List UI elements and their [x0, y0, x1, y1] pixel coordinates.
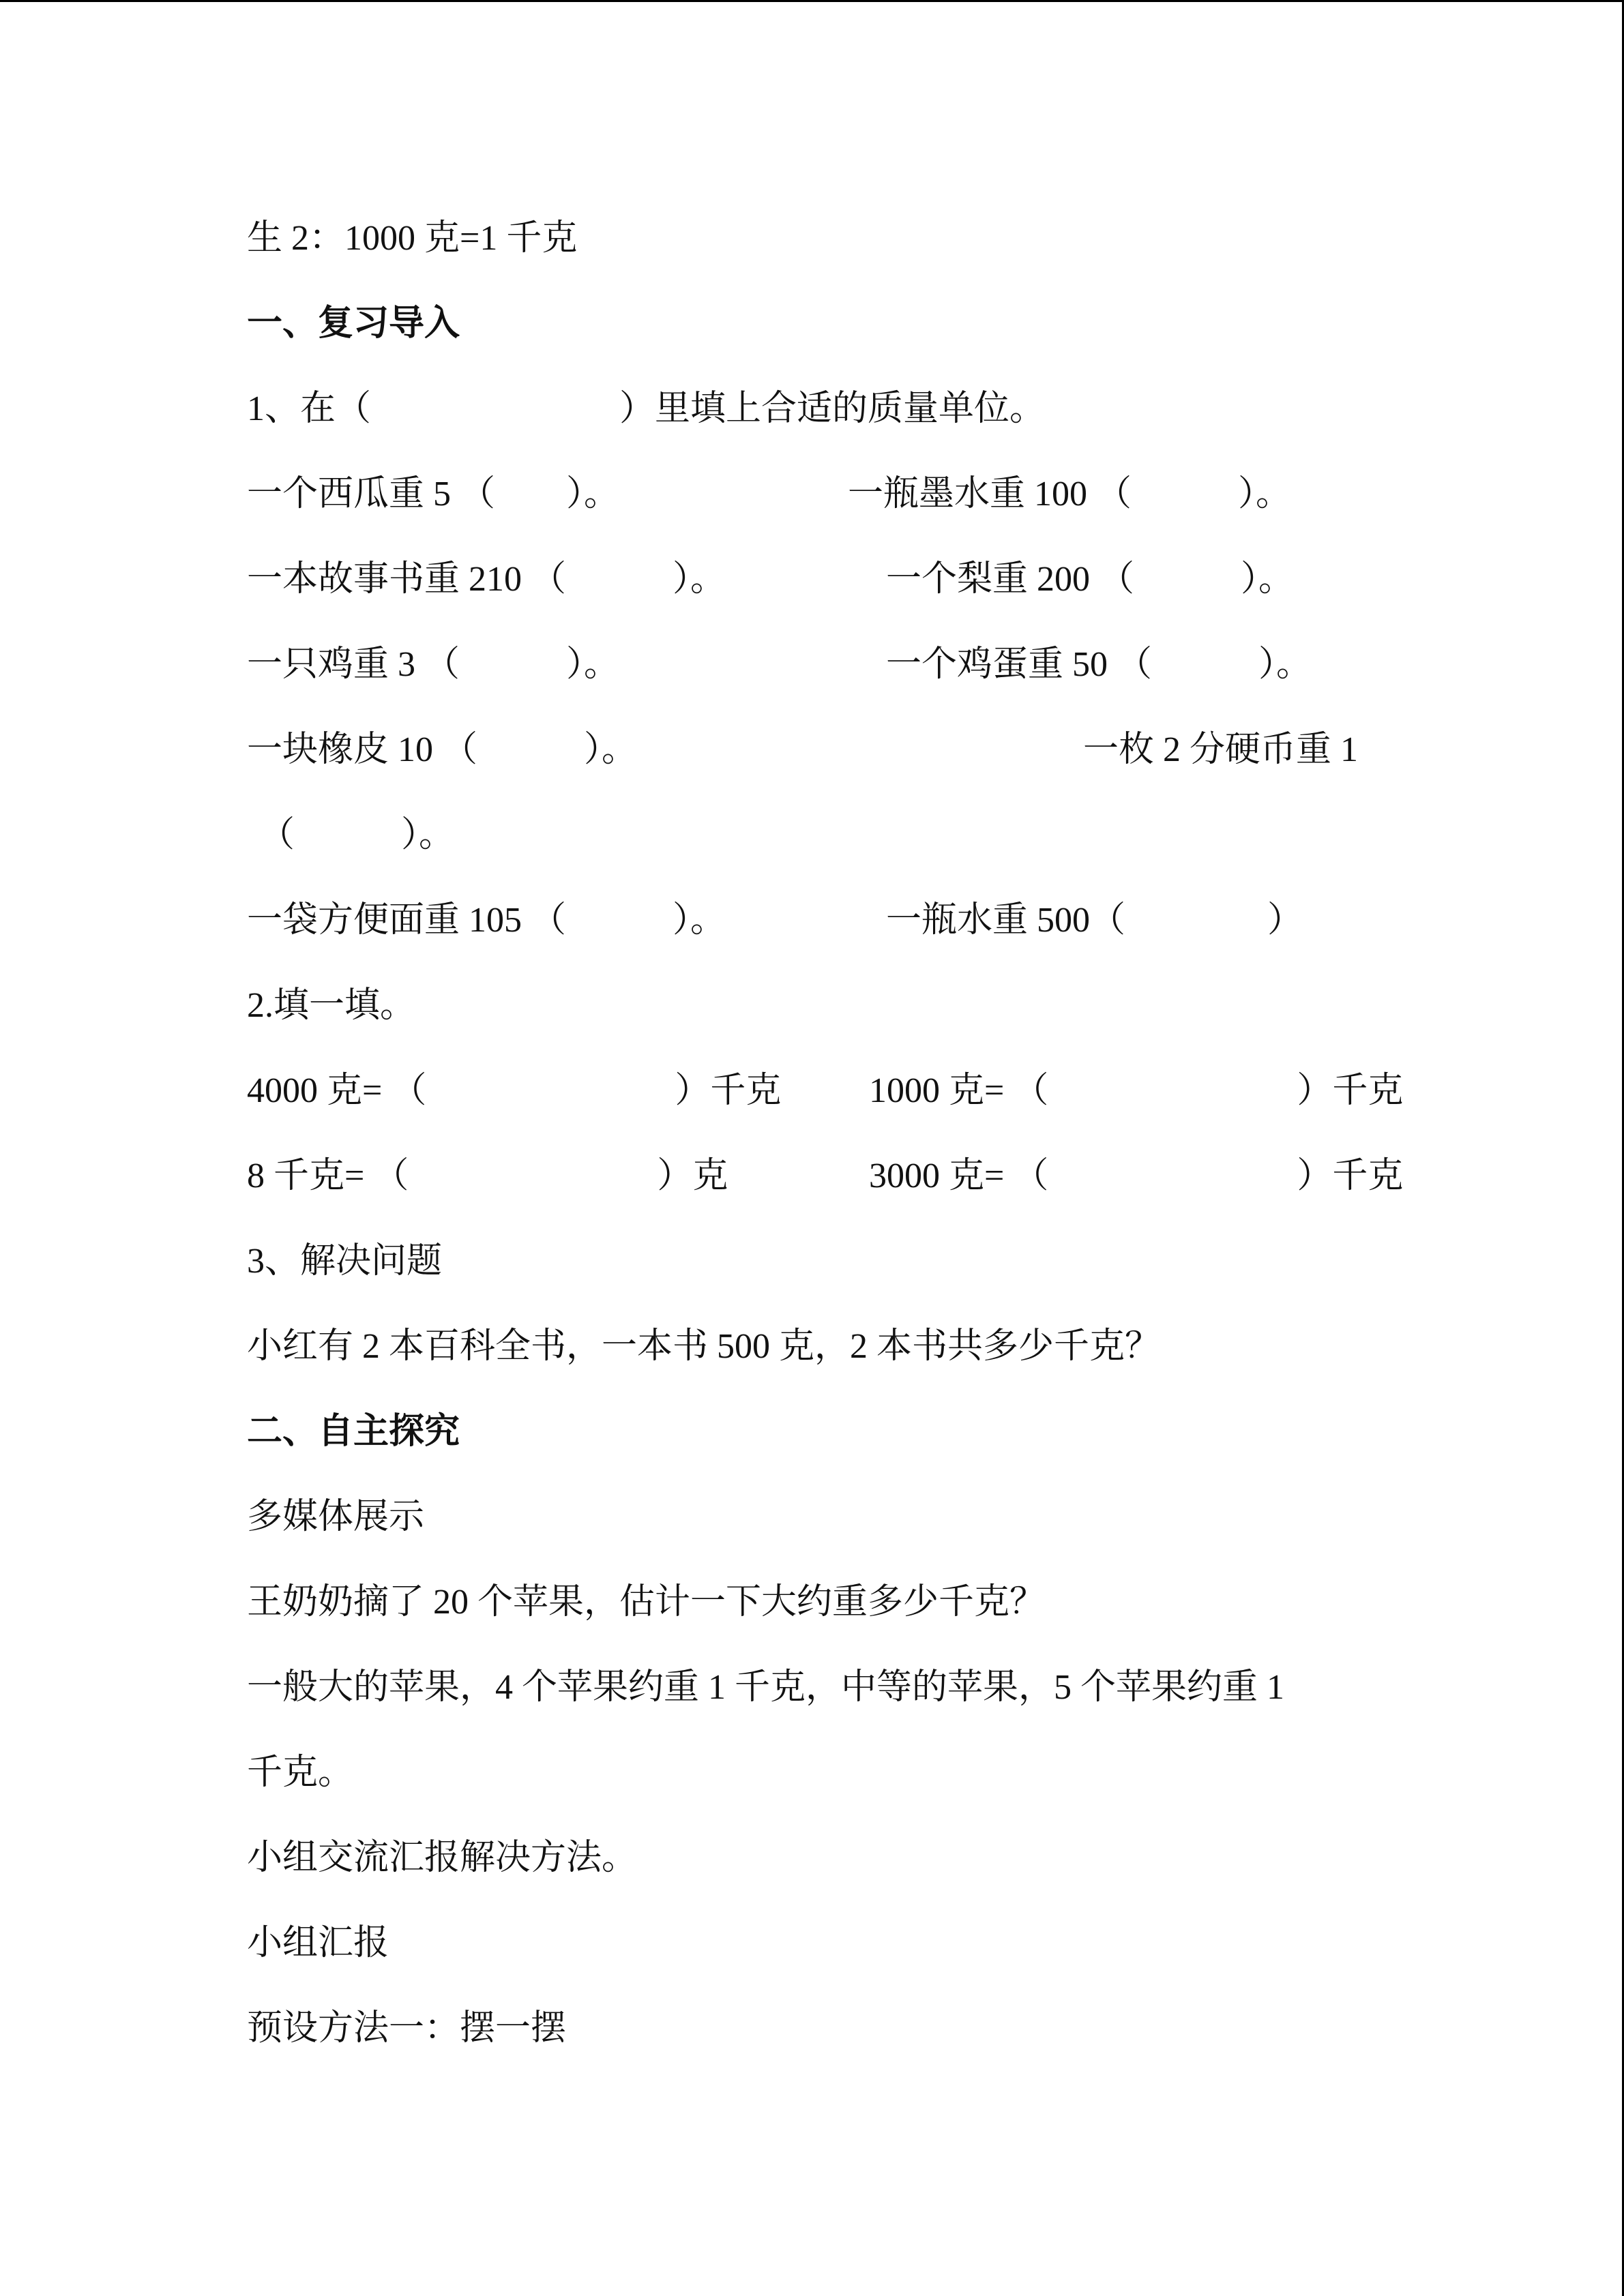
text-line: 预设方法一：摆一摆 [247, 2009, 567, 2048]
text-line: 小红有 2 本百科全书，一本书 500 克，2 本书共多少千克？ [247, 1327, 1161, 1366]
fill-item: 一瓶墨水重 100 （ ）。 [848, 475, 1292, 513]
fill-item: 一只鸡重 3 （ ）。 [247, 645, 620, 684]
page-border-top [0, 0, 1624, 2]
section-heading: 一、复习导入 [247, 304, 460, 343]
text-line: 多媒体展示 [247, 1497, 425, 1536]
conversion-item: 1000 克= （ ）千克 [869, 1071, 1404, 1110]
question-3: 3、解决问题 [247, 1242, 443, 1281]
fill-item: 一个梨重 200 （ ）。 [886, 560, 1295, 599]
conversion-item: 4000 克= （ ）千克 [247, 1071, 782, 1110]
fill-item: 一个鸡蛋重 50 （ ）。 [886, 645, 1312, 684]
fill-item: 一本故事书重 210 （ ）。 [247, 560, 726, 599]
text-line: 小组汇报 [247, 1924, 389, 1963]
fill-item: 一袋方便面重 105 （ ）。 [247, 901, 726, 940]
text-line: 一般大的苹果，4 个苹果约重 1 千克，中等的苹果，5 个苹果约重 1 [247, 1668, 1285, 1707]
question-2: 2.填一填。 [247, 986, 416, 1025]
text-line: 生 2：1000 克=1 千克 [247, 219, 578, 258]
fill-item: 一个西瓜重 5 （ ）。 [247, 475, 620, 513]
question-1: 1、在（ ）里填上合适的质量单位。 [247, 389, 1046, 428]
fill-item: 一枚 2 分硬币重 1 [1083, 730, 1359, 769]
text-line: 小组交流汇报解决方法。 [247, 1838, 638, 1877]
conversion-item: 3000 克= （ ）千克 [869, 1157, 1404, 1195]
text-line: 千克。 [247, 1753, 354, 1792]
fill-item: 一瓶水重 500（ ） [886, 901, 1303, 940]
section-heading: 二、自主探究 [247, 1412, 460, 1451]
fill-item: （ ）。 [259, 816, 455, 854]
text-line: 王奶奶摘了 20 个苹果，估计一下大约重多少千克？ [247, 1583, 1046, 1622]
conversion-item: 8 千克= （ ）克 [247, 1157, 728, 1195]
fill-item: 一块橡皮 10 （ ）。 [247, 730, 638, 769]
